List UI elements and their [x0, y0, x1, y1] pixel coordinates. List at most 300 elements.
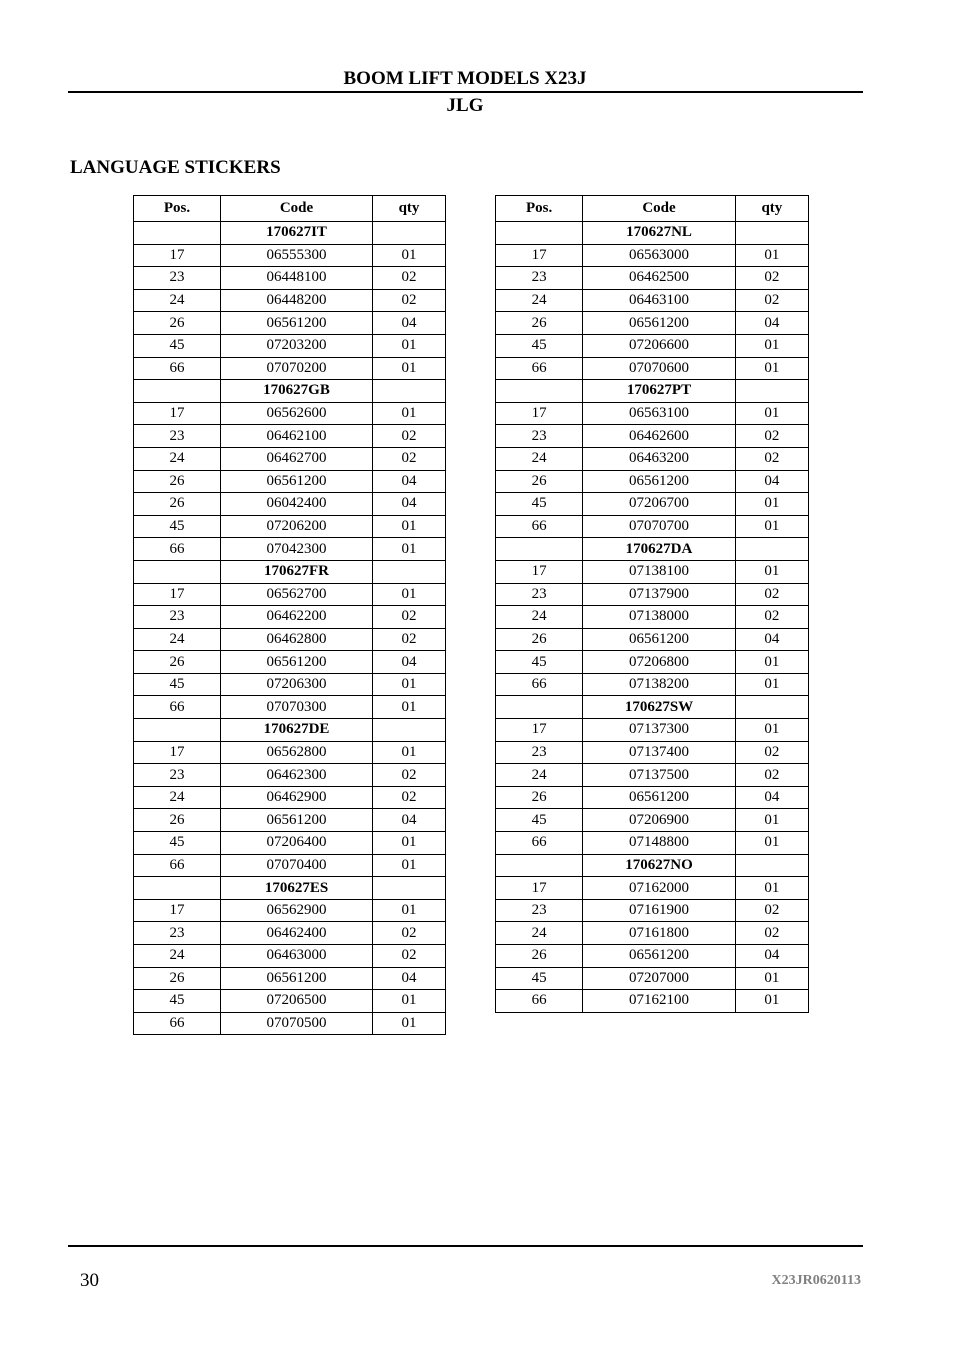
code-cell: 06462700 [221, 447, 373, 470]
qty-cell: 02 [373, 922, 446, 945]
group-empty-cell [373, 719, 446, 742]
group-empty-cell [134, 877, 221, 900]
table-row [134, 425, 446, 448]
code-cell: 06561200 [221, 967, 373, 990]
group-empty-cell [735, 696, 808, 719]
table-row [496, 583, 809, 606]
pos-cell: 26 [134, 809, 221, 832]
pos-cell: 23 [496, 425, 583, 448]
qty-cell: 01 [735, 560, 808, 583]
qty-cell: 02 [373, 628, 446, 651]
qty-cell: 01 [373, 357, 446, 380]
pos-cell: 66 [134, 357, 221, 380]
table-row [134, 357, 446, 380]
page-number: 30 [80, 1270, 99, 1291]
table-row [496, 741, 809, 764]
group-header-row [134, 222, 446, 245]
qty-cell: 02 [373, 289, 446, 312]
code-cell: 06561200 [221, 809, 373, 832]
code-cell: 06561200 [221, 470, 373, 493]
table-row [134, 515, 446, 538]
table-row [496, 493, 809, 516]
code-column-header: Code [583, 196, 735, 222]
table-row [134, 990, 446, 1013]
table-row [134, 493, 446, 516]
qty-cell: 04 [735, 945, 808, 968]
group-code-cell: 170627NL [583, 222, 735, 245]
table-row [134, 267, 446, 290]
qty-cell: 02 [373, 606, 446, 629]
qty-column-header: qty [735, 196, 808, 222]
group-header-row [134, 560, 446, 583]
pos-cell: 17 [134, 583, 221, 606]
group-header-row [134, 877, 446, 900]
group-empty-cell [134, 560, 221, 583]
qty-cell: 02 [735, 899, 808, 922]
pos-cell: 23 [496, 741, 583, 764]
qty-cell: 02 [373, 945, 446, 968]
code-cell: 07137400 [583, 741, 735, 764]
qty-cell: 01 [735, 651, 808, 674]
qty-cell: 02 [373, 786, 446, 809]
pos-cell: 26 [134, 493, 221, 516]
qty-cell: 01 [735, 809, 808, 832]
table-row [496, 244, 809, 267]
code-cell: 07138000 [583, 606, 735, 629]
table-row [496, 425, 809, 448]
table-row [496, 786, 809, 809]
table-row [134, 583, 446, 606]
qty-cell: 01 [373, 741, 446, 764]
qty-cell: 01 [373, 1012, 446, 1035]
code-cell: 07070200 [221, 357, 373, 380]
parts-table-left [133, 195, 446, 1035]
table-row [496, 357, 809, 380]
table-row [496, 560, 809, 583]
qty-cell: 01 [735, 877, 808, 900]
pos-cell: 45 [496, 967, 583, 990]
qty-cell: 01 [373, 990, 446, 1013]
pos-cell: 26 [134, 651, 221, 674]
pos-cell: 17 [134, 244, 221, 267]
qty-cell: 01 [373, 538, 446, 561]
group-empty-cell [373, 877, 446, 900]
pos-cell: 23 [134, 922, 221, 945]
pos-cell: 66 [496, 357, 583, 380]
table-row [496, 289, 809, 312]
qty-cell: 04 [735, 312, 808, 335]
table-row [496, 515, 809, 538]
qty-cell: 04 [373, 651, 446, 674]
code-cell: 06462900 [221, 786, 373, 809]
group-empty-cell [735, 222, 808, 245]
pos-cell: 66 [496, 673, 583, 696]
code-cell: 07162000 [583, 877, 735, 900]
group-code-cell: 170627GB [221, 380, 373, 403]
pos-cell: 23 [496, 267, 583, 290]
pos-cell: 23 [496, 583, 583, 606]
table-row [496, 899, 809, 922]
qty-cell: 04 [373, 967, 446, 990]
code-cell: 06042400 [221, 493, 373, 516]
table-row [496, 719, 809, 742]
table-header-row [134, 196, 446, 222]
pos-cell: 23 [134, 606, 221, 629]
qty-cell: 02 [373, 764, 446, 787]
qty-cell: 01 [373, 583, 446, 606]
code-cell: 06561200 [221, 651, 373, 674]
group-empty-cell [373, 560, 446, 583]
qty-cell: 01 [735, 493, 808, 516]
table-row [496, 990, 809, 1013]
group-header-row [496, 696, 809, 719]
code-cell: 07070300 [221, 696, 373, 719]
qty-cell: 04 [735, 470, 808, 493]
pos-cell: 24 [134, 628, 221, 651]
pos-cell: 24 [134, 945, 221, 968]
code-cell: 06561200 [583, 628, 735, 651]
group-header-row [496, 380, 809, 403]
pos-cell: 23 [134, 267, 221, 290]
table-header-row [496, 196, 809, 222]
table-row [134, 651, 446, 674]
pos-cell: 45 [134, 334, 221, 357]
group-empty-cell [373, 380, 446, 403]
pos-cell: 45 [134, 673, 221, 696]
qty-cell: 01 [373, 696, 446, 719]
pos-cell: 24 [496, 447, 583, 470]
pos-cell: 45 [496, 493, 583, 516]
pos-cell: 26 [496, 470, 583, 493]
qty-cell: 01 [735, 673, 808, 696]
code-cell: 06561200 [583, 312, 735, 335]
group-empty-cell [735, 538, 808, 561]
pos-cell: 17 [496, 560, 583, 583]
code-cell: 06463000 [221, 945, 373, 968]
pos-cell: 45 [134, 515, 221, 538]
group-empty-cell [134, 380, 221, 403]
pos-cell: 45 [496, 334, 583, 357]
parts-table-right [495, 195, 809, 1013]
document-title: BOOM LIFT MODELS X23J [343, 68, 587, 89]
code-cell: 07137300 [583, 719, 735, 742]
table-row [496, 651, 809, 674]
table-row [134, 673, 446, 696]
code-cell: 06463100 [583, 289, 735, 312]
table-row [496, 267, 809, 290]
pos-cell: 26 [496, 628, 583, 651]
table-row [134, 899, 446, 922]
table-row [134, 786, 446, 809]
pos-cell: 24 [496, 289, 583, 312]
table-row [134, 922, 446, 945]
pos-cell: 17 [496, 719, 583, 742]
group-empty-cell [496, 222, 583, 245]
pos-cell: 24 [134, 447, 221, 470]
code-cell: 07161900 [583, 899, 735, 922]
brand-name: JLG [446, 95, 484, 116]
group-empty-cell [134, 719, 221, 742]
table-row [134, 628, 446, 651]
table-row [496, 877, 809, 900]
code-cell: 07070400 [221, 854, 373, 877]
table-row [134, 538, 446, 561]
qty-cell: 02 [735, 583, 808, 606]
pos-cell: 26 [134, 967, 221, 990]
table-row [496, 402, 809, 425]
pos-cell: 45 [134, 990, 221, 1013]
qty-cell: 01 [735, 402, 808, 425]
table-row [134, 289, 446, 312]
table-row [134, 764, 446, 787]
table-row [134, 967, 446, 990]
code-cell: 07206600 [583, 334, 735, 357]
table-row [134, 470, 446, 493]
pos-cell: 26 [134, 470, 221, 493]
code-cell: 07206800 [583, 651, 735, 674]
pos-cell: 17 [134, 402, 221, 425]
code-cell: 06561200 [583, 470, 735, 493]
code-cell: 07206300 [221, 673, 373, 696]
qty-cell: 02 [735, 764, 808, 787]
code-cell: 07148800 [583, 832, 735, 855]
code-cell: 06555300 [221, 244, 373, 267]
qty-cell: 01 [373, 673, 446, 696]
table-row [496, 447, 809, 470]
group-code-cell: 170627PT [583, 380, 735, 403]
code-cell: 07206700 [583, 493, 735, 516]
code-cell: 07042300 [221, 538, 373, 561]
qty-cell: 01 [373, 334, 446, 357]
qty-cell: 02 [735, 447, 808, 470]
pos-cell: 24 [134, 786, 221, 809]
code-cell: 06463200 [583, 447, 735, 470]
qty-cell: 02 [373, 425, 446, 448]
group-code-cell: 170627SW [583, 696, 735, 719]
document-id: X23JR0620113 [771, 1273, 861, 1288]
qty-cell: 02 [735, 289, 808, 312]
parts-table-body [496, 222, 809, 1013]
code-cell: 06561200 [583, 786, 735, 809]
group-code-cell: 170627IT [221, 222, 373, 245]
group-code-cell: 170627DE [221, 719, 373, 742]
pos-cell: 45 [496, 651, 583, 674]
table-row [496, 764, 809, 787]
qty-cell: 02 [735, 425, 808, 448]
qty-cell: 04 [373, 312, 446, 335]
code-cell: 06562700 [221, 583, 373, 606]
qty-cell: 01 [735, 244, 808, 267]
pos-cell: 24 [134, 289, 221, 312]
pos-cell: 66 [496, 832, 583, 855]
code-cell: 06462600 [583, 425, 735, 448]
table-row [496, 628, 809, 651]
code-cell: 06561200 [221, 312, 373, 335]
pos-cell: 66 [134, 854, 221, 877]
group-header-row [496, 854, 809, 877]
table-row [134, 809, 446, 832]
group-empty-cell [496, 854, 583, 877]
pos-column-header: Pos. [496, 196, 583, 222]
code-cell: 06562900 [221, 899, 373, 922]
qty-cell: 01 [373, 854, 446, 877]
pos-cell: 66 [134, 1012, 221, 1035]
qty-cell: 02 [735, 741, 808, 764]
table-row [134, 741, 446, 764]
table-row [496, 922, 809, 945]
table-row [496, 809, 809, 832]
group-header-row [496, 538, 809, 561]
pos-cell: 17 [496, 244, 583, 267]
table-row [134, 1012, 446, 1035]
table-row [134, 447, 446, 470]
code-cell: 06448200 [221, 289, 373, 312]
table-row [496, 312, 809, 335]
table-row [134, 334, 446, 357]
table-row [134, 854, 446, 877]
code-cell: 06462300 [221, 764, 373, 787]
table-row [496, 673, 809, 696]
qty-cell: 01 [735, 357, 808, 380]
group-empty-cell [735, 854, 808, 877]
qty-cell: 01 [735, 334, 808, 357]
table-row [134, 402, 446, 425]
pos-cell: 23 [134, 425, 221, 448]
table-row [496, 470, 809, 493]
pos-cell: 23 [134, 764, 221, 787]
code-cell: 07070600 [583, 357, 735, 380]
table-row [496, 606, 809, 629]
group-header-row [134, 719, 446, 742]
table-row [134, 696, 446, 719]
qty-cell: 02 [735, 267, 808, 290]
code-cell: 07137900 [583, 583, 735, 606]
code-cell: 06563000 [583, 244, 735, 267]
code-cell: 06448100 [221, 267, 373, 290]
group-code-cell: 170627NO [583, 854, 735, 877]
pos-column-header: Pos. [134, 196, 221, 222]
table-row [134, 312, 446, 335]
pos-cell: 17 [134, 899, 221, 922]
pos-cell: 66 [496, 990, 583, 1013]
table-row [134, 606, 446, 629]
code-cell: 07161800 [583, 922, 735, 945]
code-cell: 06462800 [221, 628, 373, 651]
qty-cell: 04 [373, 809, 446, 832]
pos-cell: 26 [134, 312, 221, 335]
code-cell: 07206200 [221, 515, 373, 538]
group-empty-cell [373, 222, 446, 245]
group-code-cell: 170627FR [221, 560, 373, 583]
qty-cell: 01 [735, 515, 808, 538]
pos-cell: 17 [134, 741, 221, 764]
table-row [496, 832, 809, 855]
pos-cell: 17 [496, 877, 583, 900]
pos-cell: 23 [496, 899, 583, 922]
code-cell: 07206500 [221, 990, 373, 1013]
qty-cell: 01 [735, 967, 808, 990]
section-title: LANGUAGE STICKERS [70, 157, 281, 178]
code-cell: 07137500 [583, 764, 735, 787]
code-cell: 06563100 [583, 402, 735, 425]
group-empty-cell [496, 538, 583, 561]
pos-cell: 66 [496, 515, 583, 538]
code-cell: 06462200 [221, 606, 373, 629]
footer-divider [68, 1245, 863, 1247]
code-cell: 07070700 [583, 515, 735, 538]
code-cell: 06561200 [583, 945, 735, 968]
group-header-row [134, 380, 446, 403]
code-cell: 07206900 [583, 809, 735, 832]
pos-cell: 24 [496, 764, 583, 787]
qty-cell: 01 [373, 832, 446, 855]
pos-cell: 26 [496, 786, 583, 809]
group-empty-cell [496, 696, 583, 719]
code-cell: 07070500 [221, 1012, 373, 1035]
group-header-row [496, 222, 809, 245]
pos-cell: 26 [496, 312, 583, 335]
qty-cell: 04 [735, 786, 808, 809]
code-column-header: Code [221, 196, 373, 222]
table-row [496, 945, 809, 968]
qty-cell: 02 [735, 606, 808, 629]
qty-cell: 01 [373, 402, 446, 425]
group-empty-cell [496, 380, 583, 403]
pos-cell: 45 [496, 809, 583, 832]
group-empty-cell [735, 380, 808, 403]
qty-cell: 01 [735, 719, 808, 742]
qty-cell: 01 [373, 244, 446, 267]
qty-cell: 01 [373, 515, 446, 538]
code-cell: 07206400 [221, 832, 373, 855]
code-cell: 07203200 [221, 334, 373, 357]
code-cell: 07138200 [583, 673, 735, 696]
header-divider [68, 91, 863, 93]
qty-cell: 01 [735, 832, 808, 855]
code-cell: 06462500 [583, 267, 735, 290]
table-row [134, 832, 446, 855]
pos-cell: 66 [134, 696, 221, 719]
code-cell: 06562600 [221, 402, 373, 425]
qty-cell: 02 [373, 447, 446, 470]
table-row [134, 244, 446, 267]
parts-table-body [134, 222, 446, 1035]
qty-cell: 04 [373, 493, 446, 516]
code-cell: 07138100 [583, 560, 735, 583]
code-cell: 06562800 [221, 741, 373, 764]
code-cell: 06462100 [221, 425, 373, 448]
qty-cell: 01 [373, 899, 446, 922]
code-cell: 07207000 [583, 967, 735, 990]
pos-cell: 17 [496, 402, 583, 425]
pos-cell: 26 [496, 945, 583, 968]
qty-cell: 04 [735, 628, 808, 651]
group-code-cell: 170627DA [583, 538, 735, 561]
qty-cell: 04 [373, 470, 446, 493]
pos-cell: 66 [134, 538, 221, 561]
table-row [496, 334, 809, 357]
group-code-cell: 170627ES [221, 877, 373, 900]
pos-cell: 24 [496, 922, 583, 945]
qty-column-header: qty [373, 196, 446, 222]
group-empty-cell [134, 222, 221, 245]
code-cell: 07162100 [583, 990, 735, 1013]
qty-cell: 02 [373, 267, 446, 290]
table-row [496, 967, 809, 990]
table-row [134, 945, 446, 968]
pos-cell: 45 [134, 832, 221, 855]
pos-cell: 24 [496, 606, 583, 629]
